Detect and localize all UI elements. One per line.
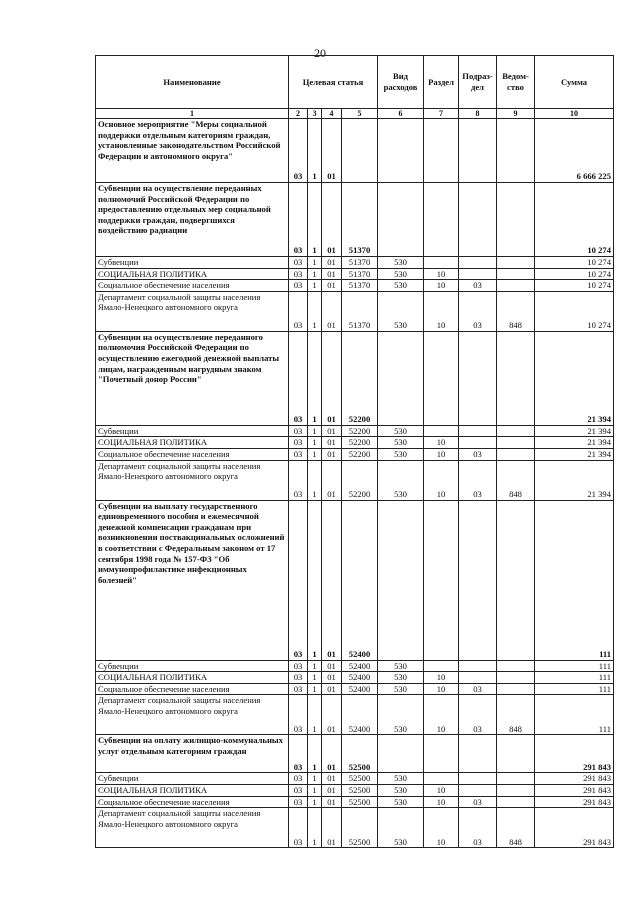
table-row <box>96 735 614 773</box>
activity-code-cell: 01 <box>322 796 342 808</box>
header-subsection: Подраз- дел <box>459 56 497 109</box>
subsection-cell: 03 <box>459 796 497 808</box>
expense-type-cell: 530 <box>378 448 424 460</box>
expense-type-cell: 530 <box>378 280 424 292</box>
department-cell <box>497 500 535 660</box>
sum-cell: 291 843 <box>535 784 614 796</box>
subsection-cell: 03 <box>459 460 497 500</box>
sum-cell: 111 <box>535 683 614 695</box>
index-cell: 8 <box>459 109 497 119</box>
header-department: Ведом- ство <box>497 56 535 109</box>
direction-code-cell: 52400 <box>342 500 378 660</box>
table-row <box>96 796 614 808</box>
header-sum: Сумма <box>535 56 614 109</box>
page-number: 20 <box>314 46 326 60</box>
direction-code-cell: 52400 <box>342 660 378 672</box>
direction-code-cell: 51370 <box>342 268 378 280</box>
department-cell <box>497 735 535 773</box>
department-cell <box>497 280 535 292</box>
row-name-cell: Субвенции <box>96 425 289 437</box>
header-row <box>96 56 614 109</box>
subprogram-code-cell: 1 <box>308 119 322 183</box>
row-name-cell: Субвенции <box>96 773 289 785</box>
direction-code-cell: 52500 <box>342 773 378 785</box>
sum-cell: 10 274 <box>535 268 614 280</box>
sum-cell: 291 843 <box>535 796 614 808</box>
subprogram-code-cell: 1 <box>308 291 322 331</box>
subsection-cell <box>459 773 497 785</box>
section-cell: 10 <box>424 784 459 796</box>
program-code-cell: 03 <box>289 425 308 437</box>
subsection-cell <box>459 257 497 269</box>
expense-type-cell <box>378 500 424 660</box>
sum-cell: 21 394 <box>535 331 614 425</box>
direction-code-cell <box>342 119 378 183</box>
program-code-cell: 03 <box>289 660 308 672</box>
activity-code-cell: 01 <box>322 735 342 773</box>
direction-code-cell: 52200 <box>342 331 378 425</box>
section-cell: 10 <box>424 796 459 808</box>
department-cell <box>497 257 535 269</box>
sum-cell: 10 274 <box>535 257 614 269</box>
program-code-cell: 03 <box>289 331 308 425</box>
direction-code-cell: 52500 <box>342 796 378 808</box>
sum-cell: 291 843 <box>535 735 614 773</box>
activity-code-cell: 01 <box>322 672 342 684</box>
row-name-cell: Департамент социальной защиты населения Ямало-Ненецкого автономного округа <box>96 695 289 735</box>
subprogram-code-cell: 1 <box>308 183 322 257</box>
index-cell: 7 <box>424 109 459 119</box>
row-name-cell: Социальное обеспечение населения <box>96 280 289 292</box>
section-cell <box>424 257 459 269</box>
program-code-cell: 03 <box>289 257 308 269</box>
section-cell: 10 <box>424 695 459 735</box>
expense-type-cell: 530 <box>378 695 424 735</box>
section-cell <box>424 500 459 660</box>
activity-code-cell: 01 <box>322 268 342 280</box>
expense-type-cell: 530 <box>378 460 424 500</box>
subsection-cell: 03 <box>459 808 497 848</box>
direction-code-cell: 51370 <box>342 280 378 292</box>
subsection-cell <box>459 425 497 437</box>
section-cell: 10 <box>424 460 459 500</box>
direction-code-cell: 52200 <box>342 437 378 449</box>
expense-type-cell: 530 <box>378 291 424 331</box>
subsection-cell <box>459 119 497 183</box>
subprogram-code-cell: 1 <box>308 331 322 425</box>
activity-code-cell: 01 <box>322 257 342 269</box>
table-row <box>96 773 614 785</box>
department-cell: 848 <box>497 695 535 735</box>
subprogram-code-cell: 1 <box>308 268 322 280</box>
direction-code-cell: 52500 <box>342 784 378 796</box>
activity-code-cell: 01 <box>322 500 342 660</box>
subsection-cell <box>459 437 497 449</box>
expense-type-cell: 530 <box>378 268 424 280</box>
program-code-cell: 03 <box>289 695 308 735</box>
table-row <box>96 672 614 684</box>
index-cell: 5 <box>342 109 378 119</box>
activity-code-cell: 01 <box>322 773 342 785</box>
department-cell <box>497 331 535 425</box>
subsection-cell <box>459 672 497 684</box>
table-row <box>96 683 614 695</box>
program-code-cell: 03 <box>289 268 308 280</box>
section-cell <box>424 331 459 425</box>
activity-code-cell: 01 <box>322 448 342 460</box>
row-name-cell: Субвенции на выплату государственного единовременного пособия и ежемесячной денежной компенсации гражданам при возникновении поствакцинальных осложнений в соответствии с Федеральным законом от 17 сентября 1998 года № 157-ФЗ "Об иммунопрофилактике инфекционных болезней" <box>96 500 289 660</box>
subsection-cell <box>459 500 497 660</box>
subsection-cell: 03 <box>459 683 497 695</box>
activity-code-cell: 01 <box>322 784 342 796</box>
section-cell: 10 <box>424 268 459 280</box>
row-name-cell: Департамент социальной защиты населения Ямало-Ненецкого автономного округа <box>96 291 289 331</box>
sum-cell: 111 <box>535 695 614 735</box>
program-code-cell: 03 <box>289 460 308 500</box>
expense-type-cell: 530 <box>378 672 424 684</box>
sum-cell: 21 394 <box>535 437 614 449</box>
table-row <box>96 437 614 449</box>
sum-cell: 10 274 <box>535 183 614 257</box>
activity-code-cell: 01 <box>322 437 342 449</box>
table-row <box>96 808 614 848</box>
activity-code-cell: 01 <box>322 695 342 735</box>
department-cell <box>497 425 535 437</box>
table-row <box>96 331 614 425</box>
row-name-cell: СОЦИАЛЬНАЯ ПОЛИТИКА <box>96 672 289 684</box>
program-code-cell: 03 <box>289 119 308 183</box>
subprogram-code-cell: 1 <box>308 808 322 848</box>
subprogram-code-cell: 1 <box>308 437 322 449</box>
direction-code-cell: 52200 <box>342 448 378 460</box>
expense-type-cell: 530 <box>378 808 424 848</box>
direction-code-cell: 52200 <box>342 425 378 437</box>
program-code-cell: 03 <box>289 183 308 257</box>
subsection-cell <box>459 183 497 257</box>
section-cell <box>424 425 459 437</box>
sum-cell: 291 843 <box>535 808 614 848</box>
index-cell: 1 <box>96 109 289 119</box>
department-cell: 848 <box>497 808 535 848</box>
subsection-cell: 03 <box>459 695 497 735</box>
program-code-cell: 03 <box>289 291 308 331</box>
row-name-cell: Субвенции на осуществление переданных полномочий Российской Федерации по предоставлению отдельных мер социальной поддержки граждан, подвергшихся воздействию радиации <box>96 183 289 257</box>
section-cell <box>424 183 459 257</box>
expense-type-cell: 530 <box>378 425 424 437</box>
subsection-cell <box>459 735 497 773</box>
program-code-cell: 03 <box>289 773 308 785</box>
expense-type-cell: 530 <box>378 660 424 672</box>
section-cell <box>424 660 459 672</box>
direction-code-cell: 52500 <box>342 808 378 848</box>
subprogram-code-cell: 1 <box>308 784 322 796</box>
expense-type-cell: 530 <box>378 437 424 449</box>
section-cell: 10 <box>424 672 459 684</box>
department-cell <box>497 448 535 460</box>
expense-type-cell: 530 <box>378 773 424 785</box>
row-name-cell: Субвенции <box>96 257 289 269</box>
table-row <box>96 291 614 331</box>
department-cell <box>497 683 535 695</box>
department-cell <box>497 119 535 183</box>
table-row <box>96 784 614 796</box>
subprogram-code-cell: 1 <box>308 448 322 460</box>
activity-code-cell: 01 <box>322 660 342 672</box>
section-cell: 10 <box>424 683 459 695</box>
index-cell: 4 <box>322 109 342 119</box>
table-row <box>96 257 614 269</box>
header-name: Наименование <box>96 56 289 109</box>
program-code-cell: 03 <box>289 796 308 808</box>
subprogram-code-cell: 1 <box>308 425 322 437</box>
direction-code-cell: 51370 <box>342 183 378 257</box>
program-code-cell: 03 <box>289 500 308 660</box>
sum-cell: 10 274 <box>535 280 614 292</box>
row-name-cell: Субвенции на осуществление переданного полномочия Российской Федерации по осуществлению ежегодной денежной выплаты лицам, награжденным нагрудным знаком "Почетный донор России" <box>96 331 289 425</box>
row-name-cell: СОЦИАЛЬНАЯ ПОЛИТИКА <box>96 268 289 280</box>
department-cell <box>497 672 535 684</box>
direction-code-cell: 52400 <box>342 672 378 684</box>
expense-type-cell: 530 <box>378 683 424 695</box>
subprogram-code-cell: 1 <box>308 735 322 773</box>
program-code-cell: 03 <box>289 808 308 848</box>
section-cell <box>424 773 459 785</box>
section-cell: 10 <box>424 448 459 460</box>
direction-code-cell: 52500 <box>342 735 378 773</box>
department-cell: 848 <box>497 460 535 500</box>
table-row <box>96 183 614 257</box>
index-cell: 3 <box>308 109 322 119</box>
sum-cell: 21 394 <box>535 460 614 500</box>
sum-cell: 111 <box>535 672 614 684</box>
direction-code-cell: 52200 <box>342 460 378 500</box>
expense-type-cell: 530 <box>378 257 424 269</box>
subprogram-code-cell: 1 <box>308 280 322 292</box>
program-code-cell: 03 <box>289 784 308 796</box>
sum-cell: 111 <box>535 500 614 660</box>
row-name-cell: Департамент социальной защиты населения Ямало-Ненецкого автономного округа <box>96 808 289 848</box>
subprogram-code-cell: 1 <box>308 773 322 785</box>
subprogram-code-cell: 1 <box>308 660 322 672</box>
activity-code-cell: 01 <box>322 119 342 183</box>
table-row <box>96 660 614 672</box>
activity-code-cell: 01 <box>322 425 342 437</box>
row-name-cell: Субвенции на оплату жилищно-коммунальных услуг отдельным категориям граждан <box>96 735 289 773</box>
sum-cell: 6 666 225 <box>535 119 614 183</box>
subsection-cell: 03 <box>459 291 497 331</box>
row-name-cell: Социальное обеспечение населения <box>96 448 289 460</box>
department-cell <box>497 268 535 280</box>
subprogram-code-cell: 1 <box>308 500 322 660</box>
department-cell <box>497 437 535 449</box>
subsection-cell <box>459 784 497 796</box>
row-name-cell: Департамент социальной защиты населения Ямало-Ненецкого автономного округа <box>96 460 289 500</box>
section-cell <box>424 119 459 183</box>
header-section: Раздел <box>424 56 459 109</box>
sum-cell: 291 843 <box>535 773 614 785</box>
sum-cell: 21 394 <box>535 425 614 437</box>
table-row <box>96 500 614 660</box>
section-cell: 10 <box>424 808 459 848</box>
index-cell: 6 <box>378 109 424 119</box>
subprogram-code-cell: 1 <box>308 460 322 500</box>
activity-code-cell: 01 <box>322 183 342 257</box>
department-cell <box>497 660 535 672</box>
program-code-cell: 03 <box>289 672 308 684</box>
subsection-cell <box>459 331 497 425</box>
table-row <box>96 425 614 437</box>
activity-code-cell: 01 <box>322 683 342 695</box>
department-cell <box>497 784 535 796</box>
table-row <box>96 695 614 735</box>
program-code-cell: 03 <box>289 437 308 449</box>
expense-type-cell: 530 <box>378 784 424 796</box>
activity-code-cell: 01 <box>322 460 342 500</box>
expense-type-cell <box>378 735 424 773</box>
row-name-cell: СОЦИАЛЬНАЯ ПОЛИТИКА <box>96 784 289 796</box>
index-cell: 2 <box>289 109 308 119</box>
subprogram-code-cell: 1 <box>308 672 322 684</box>
expense-type-cell: 530 <box>378 796 424 808</box>
direction-code-cell: 52400 <box>342 683 378 695</box>
expense-type-cell <box>378 331 424 425</box>
table-row <box>96 280 614 292</box>
table-row <box>96 119 614 183</box>
subprogram-code-cell: 1 <box>308 695 322 735</box>
header-target-article: Целевая статья <box>289 56 378 109</box>
program-code-cell: 03 <box>289 280 308 292</box>
section-cell: 10 <box>424 437 459 449</box>
program-code-cell: 03 <box>289 735 308 773</box>
department-cell <box>497 796 535 808</box>
table-row <box>96 448 614 460</box>
department-cell <box>497 183 535 257</box>
index-cell: 9 <box>497 109 535 119</box>
subsection-cell <box>459 268 497 280</box>
activity-code-cell: 01 <box>322 291 342 331</box>
direction-code-cell: 52400 <box>342 695 378 735</box>
direction-code-cell: 51370 <box>342 257 378 269</box>
table-row <box>96 268 614 280</box>
program-code-cell: 03 <box>289 448 308 460</box>
row-name-cell: Социальное обеспечение населения <box>96 683 289 695</box>
subsection-cell <box>459 660 497 672</box>
department-cell: 848 <box>497 291 535 331</box>
subprogram-code-cell: 1 <box>308 257 322 269</box>
header-expense-type: Вид расходов <box>378 56 424 109</box>
sum-cell: 111 <box>535 660 614 672</box>
expense-type-cell <box>378 119 424 183</box>
index-cell: 10 <box>535 109 614 119</box>
row-name-cell: Субвенции <box>96 660 289 672</box>
activity-code-cell: 01 <box>322 808 342 848</box>
section-cell <box>424 735 459 773</box>
column-index-row <box>96 109 614 119</box>
subsection-cell: 03 <box>459 448 497 460</box>
subsection-cell: 03 <box>459 280 497 292</box>
row-name-cell: Основное мероприятие "Меры социальной поддержки отдельным категориям граждан, установленные законодательством Российской Федерации и автономного округа" <box>96 119 289 183</box>
sum-cell: 21 394 <box>535 448 614 460</box>
program-code-cell: 03 <box>289 683 308 695</box>
subprogram-code-cell: 1 <box>308 683 322 695</box>
subprogram-code-cell: 1 <box>308 796 322 808</box>
expense-type-cell <box>378 183 424 257</box>
department-cell <box>497 773 535 785</box>
sum-cell: 10 274 <box>535 291 614 331</box>
activity-code-cell: 01 <box>322 331 342 425</box>
row-name-cell: СОЦИАЛЬНАЯ ПОЛИТИКА <box>96 437 289 449</box>
direction-code-cell: 51370 <box>342 291 378 331</box>
table-row <box>96 460 614 500</box>
activity-code-cell: 01 <box>322 280 342 292</box>
section-cell: 10 <box>424 280 459 292</box>
row-name-cell: Социальное обеспечение населения <box>96 796 289 808</box>
budget-table <box>95 55 614 848</box>
section-cell: 10 <box>424 291 459 331</box>
